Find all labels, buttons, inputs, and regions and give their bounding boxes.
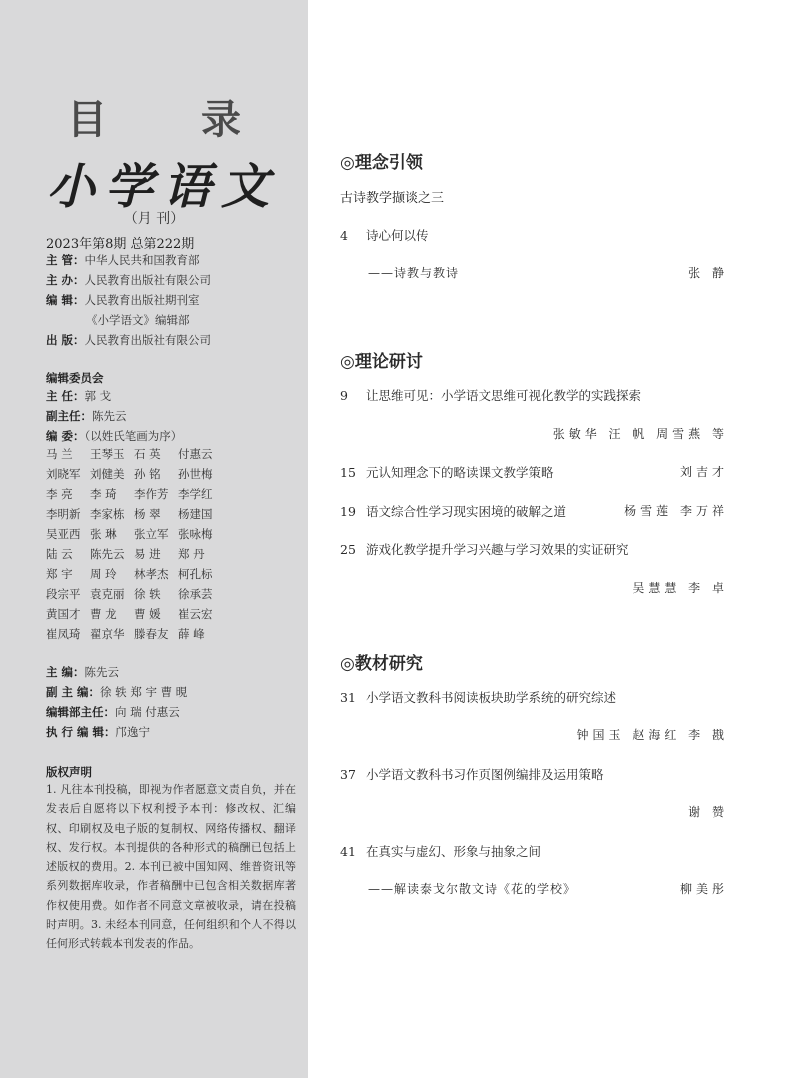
section-heading: ◎教材研究 — [340, 654, 423, 674]
copyright-title: 版权声明 — [46, 765, 92, 779]
member-name: 崔云宏 — [178, 607, 213, 621]
info-row: 编 委：（以姓氏笔画为序） — [46, 429, 183, 443]
member-row — [46, 564, 222, 584]
member-row — [46, 624, 222, 644]
info-row: 编 辑：人民教育出版社期刊室 — [46, 293, 200, 307]
member-row — [46, 544, 222, 564]
member-row — [46, 584, 222, 604]
section-heading: ◎理念引领 — [340, 153, 423, 173]
article-entry[interactable]: 19 语文综合性学习现实困境的破解之道 — [340, 504, 567, 519]
member-name: 袁克丽 — [90, 587, 125, 601]
member-name: 易 进 — [134, 547, 161, 561]
article-subtitle: ——诗教与教诗 — [368, 266, 460, 280]
member-name: 林孝杰 — [134, 567, 169, 581]
member-name: 翟京华 — [90, 627, 125, 641]
member-name: 陈先云 — [90, 547, 125, 561]
article-author: 张敏华 汪 帆 周雪燕 等 — [552, 427, 728, 441]
issue-number: 2023年第8期 总第222期 — [46, 237, 195, 252]
member-name: 李家栋 — [90, 507, 125, 521]
member-row — [46, 604, 222, 624]
member-name: 李 琦 — [90, 487, 117, 501]
info-row: 主 任：郭 戈 — [46, 389, 112, 403]
member-name: 李学红 — [178, 487, 213, 501]
info-row: 主 办：人民教育出版社有限公司 — [46, 273, 212, 287]
info-row: 《小学语文》编辑部 — [86, 313, 190, 327]
member-name: 李 亮 — [46, 487, 73, 501]
member-name: 刘晓军 — [46, 467, 81, 481]
member-name: 陆 云 — [46, 547, 73, 561]
article-author: 钟国玉 赵海红 李 戡 — [576, 728, 728, 742]
article-author: 杨雪莲 李万祥 — [624, 504, 728, 518]
member-row — [46, 444, 222, 464]
member-name: 杨 翠 — [134, 507, 161, 521]
member-name: 徐承芸 — [178, 587, 213, 601]
committee-title: 编辑委员会 — [46, 371, 104, 385]
article-entry[interactable]: 41 在真实与虚幻、形象与抽象之间 — [340, 844, 542, 859]
committee-members — [46, 444, 222, 644]
article-entry[interactable]: 31 小学语文教科书阅读板块助学系统的研究综述 — [340, 690, 617, 705]
member-name: 孙世梅 — [178, 467, 213, 481]
member-name: 王琴玉 — [90, 447, 125, 461]
frequency-label: （月 刊） — [123, 211, 185, 227]
committee-roles — [46, 386, 182, 446]
masthead-panel — [0, 0, 308, 1078]
article-author: 谢 赞 — [688, 805, 728, 819]
toc-heading: 目 录 — [67, 96, 281, 143]
article-author: 刘吉才 — [679, 465, 728, 479]
article-subtitle: ——解读泰戈尔散文诗《花的学校》 — [368, 882, 577, 896]
member-name: 李明新 — [46, 507, 81, 521]
member-name: 吴亚西 — [46, 527, 81, 541]
editorial-staff — [46, 662, 187, 742]
member-name: 张立军 — [134, 527, 169, 541]
copyright-text: 1. 凡往本刊投稿，即视为作者愿意文责自负，并在发表后自愿将以下权利授予本刊：修改权、汇编权、印刷权及电子版的复制权、网络传播权、翻译权、发行权。本刊提供的各种形式的稿酬已包括上述版权的费用。2. 本刊已被中国知网、维普资讯等系列数据库收录，作者稿酬中已包含相关数据库著作权使用费。如作者不同意文章被收录，请在投稿时声明。3. 未经本刊同意，任何组织和个人不得以任何形式转载本刊发表的作品。 — [46, 783, 296, 951]
member-name: 刘健美 — [90, 467, 125, 481]
member-name: 马 兰 — [46, 447, 73, 461]
publisher-info — [46, 250, 211, 350]
article-entry[interactable]: 9 让思维可见：小学语文思维可视化教学的实践探索 — [340, 388, 642, 403]
member-name: 崔凤琦 — [46, 627, 81, 641]
info-row: 副 主 编：徐 轶 郑 宇 曹 晛 — [46, 685, 188, 699]
member-name: 郑 宇 — [46, 567, 73, 581]
member-row — [46, 484, 222, 504]
member-name: 李作芳 — [134, 487, 169, 501]
info-row: 主 编：陈先云 — [46, 665, 120, 679]
article-author: 柳美彤 — [679, 882, 728, 896]
info-row: 编辑部主任：向 瑞 付惠云 — [46, 705, 180, 719]
member-name: 张咏梅 — [178, 527, 213, 541]
member-name: 曹 媛 — [134, 607, 161, 621]
member-name: 石 英 — [134, 447, 161, 461]
member-name: 付惠云 — [178, 447, 213, 461]
article-author: 吴慧慧 李 卓 — [632, 581, 728, 595]
magazine-title: 小学语文 — [46, 159, 279, 215]
article-author: 张 静 — [688, 266, 728, 280]
member-name: 段宗平 — [46, 587, 81, 601]
member-name: 柯孔标 — [178, 567, 213, 581]
subsection-heading: 古诗教学撷谈之三 — [340, 191, 445, 206]
member-name: 张 琳 — [90, 527, 117, 541]
member-name: 曹 龙 — [90, 607, 117, 621]
member-row — [46, 524, 222, 544]
member-name: 黄国才 — [46, 607, 81, 621]
member-row — [46, 464, 222, 484]
member-name: 杨建国 — [178, 507, 213, 521]
member-name: 滕春友 — [134, 627, 169, 641]
article-entry[interactable]: 4 诗心何以传 — [340, 228, 429, 243]
article-entry[interactable]: 25 游戏化教学提升学习兴趣与学习效果的实证研究 — [340, 542, 629, 557]
article-entry[interactable]: 37 小学语文教科书习作页图例编排及运用策略 — [340, 767, 604, 782]
member-name: 徐 轶 — [134, 587, 161, 601]
info-row: 出 版：人民教育出版社有限公司 — [46, 333, 212, 347]
member-name: 薛 峰 — [178, 627, 205, 641]
member-name: 孙 铭 — [134, 467, 161, 481]
section-heading: ◎理论研讨 — [340, 352, 423, 372]
info-row: 副主任：陈先云 — [46, 409, 127, 423]
member-name: 郑 丹 — [178, 547, 205, 561]
member-name: 周 玲 — [90, 567, 117, 581]
member-row — [46, 504, 222, 524]
info-row: 执 行 编 辑：邝逸宁 — [46, 725, 151, 739]
info-row: 主 管：中华人民共和国教育部 — [46, 253, 200, 267]
article-entry[interactable]: 15 元认知理念下的略读课文教学策略 — [340, 465, 554, 480]
